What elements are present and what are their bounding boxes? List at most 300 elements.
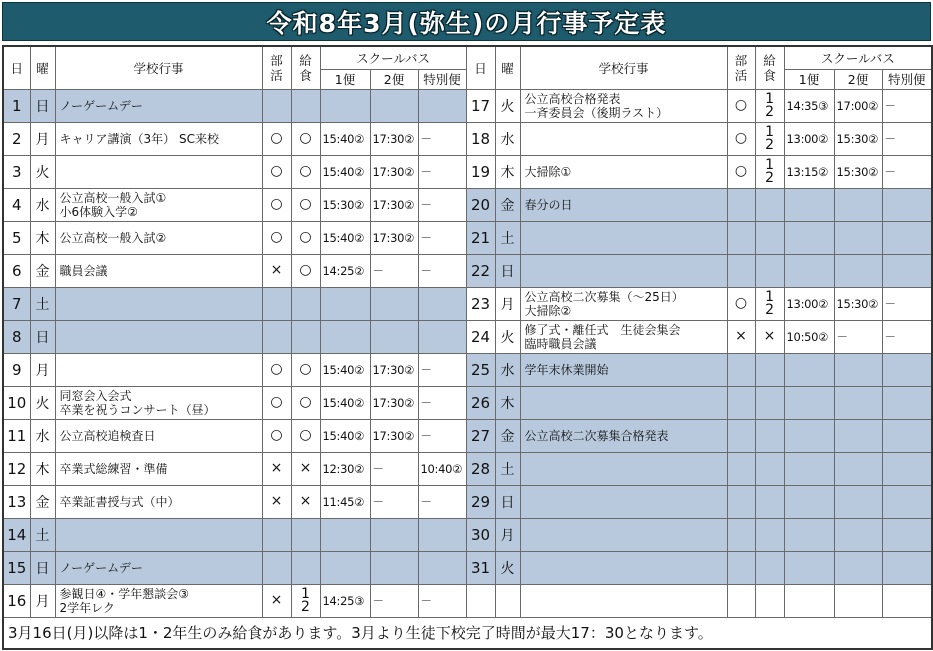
bus-special-cell: 10:40② xyxy=(418,452,466,485)
bus-2-cell: 15:30② xyxy=(834,155,882,188)
lunch-line: ○ xyxy=(299,427,312,443)
club-cell: ○ xyxy=(262,353,291,386)
club-cell xyxy=(727,188,755,221)
date-cell: 17 xyxy=(466,89,495,122)
date-cell: 11 xyxy=(3,419,30,452)
lunch-line: ○ xyxy=(299,262,312,278)
bus-1-cell xyxy=(784,419,834,452)
weekday-cell: 土 xyxy=(495,221,520,254)
lunch-cell xyxy=(755,518,784,551)
bus-1-cell: 11:45② xyxy=(320,485,370,518)
bus-2-cell xyxy=(834,485,882,518)
bus-1-cell xyxy=(784,551,834,584)
schedule-table xyxy=(2,45,933,650)
event-cell xyxy=(520,287,727,320)
club-cell xyxy=(727,584,755,617)
weekday-cell: 火 xyxy=(30,386,55,419)
header-school-bus: スクールバス xyxy=(784,46,932,69)
weekday-cell: 日 xyxy=(495,485,520,518)
bus-2-cell xyxy=(834,551,882,584)
date-cell: 18 xyxy=(466,122,495,155)
event-cell xyxy=(520,419,727,452)
date-cell: 23 xyxy=(466,287,495,320)
club-cell: ○ xyxy=(262,155,291,188)
club-cell xyxy=(727,386,755,419)
lunch-cell xyxy=(291,584,320,617)
lunch-cell xyxy=(291,353,320,386)
bus-1-cell: 14:25③ xyxy=(320,584,370,617)
header-event: 学校行事 xyxy=(520,46,727,89)
bus-special-cell: － xyxy=(882,89,932,122)
club-cell xyxy=(262,518,291,551)
lunch-cell xyxy=(291,551,320,584)
bus-1-cell xyxy=(320,89,370,122)
lunch-line: 2 xyxy=(301,598,310,615)
bus-special-cell: － xyxy=(418,122,466,155)
lunch-cell xyxy=(291,188,320,221)
bus-2-cell: 15:30② xyxy=(834,287,882,320)
header-row xyxy=(3,46,932,69)
bus-special-cell: － xyxy=(882,320,932,353)
event-line: 公立高校追検査日 xyxy=(59,428,156,443)
bus-1-cell: 15:40② xyxy=(320,386,370,419)
bus-special-cell: － xyxy=(418,386,466,419)
lunch-line: 2 xyxy=(765,103,774,120)
lunch-cell xyxy=(755,221,784,254)
schedule-row xyxy=(3,485,932,518)
schedule-row xyxy=(3,89,932,122)
bus-special-cell xyxy=(418,320,466,353)
schedule-row xyxy=(3,584,932,617)
lunch-line: 1 xyxy=(765,156,774,173)
date-cell: 20 xyxy=(466,188,495,221)
event-line: 大掃除② xyxy=(524,303,572,318)
lunch-cell xyxy=(755,122,784,155)
bus-2-cell xyxy=(834,452,882,485)
weekday-cell: 月 xyxy=(30,353,55,386)
lunch-cell xyxy=(755,353,784,386)
lunch-cell xyxy=(755,485,784,518)
event-line: 同窓会入会式 xyxy=(59,388,132,403)
bus-1-cell: 10:50② xyxy=(784,320,834,353)
bus-special-cell xyxy=(882,419,932,452)
schedule-row xyxy=(3,122,932,155)
lunch-cell xyxy=(755,155,784,188)
lunch-cell xyxy=(291,320,320,353)
club-cell: × xyxy=(262,452,291,485)
event-cell xyxy=(520,584,727,617)
bus-1-cell xyxy=(784,485,834,518)
event-line: 臨時職員会議 xyxy=(524,336,597,351)
bus-1-cell: 15:40② xyxy=(320,122,370,155)
schedule-body xyxy=(3,89,932,617)
bus-2-cell: － xyxy=(370,485,418,518)
bus-2-cell: 17:30② xyxy=(370,122,418,155)
weekday-cell: 火 xyxy=(495,551,520,584)
club-cell xyxy=(727,221,755,254)
date-cell: 6 xyxy=(3,254,30,287)
event-cell xyxy=(55,518,262,551)
lunch-line: 1 xyxy=(765,288,774,305)
schedule-row xyxy=(3,518,932,551)
bus-special-cell xyxy=(882,452,932,485)
bus-2-cell xyxy=(370,551,418,584)
header-date: 日 xyxy=(3,46,30,89)
page-title: 令和8年3月(弥生)の月行事予定表 xyxy=(266,8,667,38)
lunch-cell xyxy=(291,254,320,287)
bus-special-cell xyxy=(418,551,466,584)
lunch-cell xyxy=(755,452,784,485)
bus-special-cell xyxy=(882,551,932,584)
weekday-cell: 日 xyxy=(495,254,520,287)
club-cell: × xyxy=(262,254,291,287)
date-cell: 27 xyxy=(466,419,495,452)
schedule-row xyxy=(3,551,932,584)
date-cell: 14 xyxy=(3,518,30,551)
club-cell: × xyxy=(262,584,291,617)
lunch-cell xyxy=(755,419,784,452)
bus-2-cell: 17:00② xyxy=(834,89,882,122)
bus-special-cell xyxy=(882,386,932,419)
bus-special-cell: － xyxy=(882,155,932,188)
event-cell xyxy=(55,122,262,155)
header-bus-1: 1便 xyxy=(320,69,370,89)
bus-special-cell xyxy=(418,287,466,320)
schedule-row xyxy=(3,254,932,287)
header-bus-special: 特別便 xyxy=(882,69,932,89)
header-lunch-label: 給食 xyxy=(763,52,776,83)
header-lunch-label: 給食 xyxy=(299,52,312,83)
lunch-line: ○ xyxy=(299,163,312,179)
bus-special-cell: － xyxy=(418,188,466,221)
club-cell xyxy=(727,419,755,452)
date-cell: 2 xyxy=(3,122,30,155)
bus-special-cell: － xyxy=(882,122,932,155)
date-cell: 3 xyxy=(3,155,30,188)
event-cell xyxy=(55,485,262,518)
event-cell xyxy=(520,320,727,353)
bus-1-cell xyxy=(784,452,834,485)
lunch-line: 2 xyxy=(765,136,774,153)
event-line: 学年末休業開始 xyxy=(524,362,609,377)
bus-2-cell xyxy=(834,188,882,221)
footer-row xyxy=(3,617,932,649)
bus-special-cell xyxy=(418,518,466,551)
bus-1-cell: 13:00② xyxy=(784,122,834,155)
club-cell xyxy=(262,320,291,353)
date-cell xyxy=(466,584,495,617)
weekday-cell: 火 xyxy=(30,155,55,188)
bus-2-cell: 17:30② xyxy=(370,188,418,221)
schedule-row xyxy=(3,287,932,320)
date-cell: 8 xyxy=(3,320,30,353)
event-line: 公立高校合格発表 xyxy=(524,91,621,106)
weekday-cell: 月 xyxy=(30,584,55,617)
event-cell xyxy=(55,320,262,353)
lunch-line: ○ xyxy=(299,130,312,146)
bus-2-cell xyxy=(834,419,882,452)
club-cell: ○ xyxy=(262,419,291,452)
lunch-cell xyxy=(755,320,784,353)
bus-1-cell: 14:35③ xyxy=(784,89,834,122)
weekday-cell: 水 xyxy=(30,188,55,221)
weekday-cell: 日 xyxy=(30,89,55,122)
bus-special-cell xyxy=(882,221,932,254)
lunch-line: 1 xyxy=(765,123,774,140)
bus-2-cell: － xyxy=(370,584,418,617)
lunch-cell xyxy=(755,188,784,221)
header-club xyxy=(727,46,755,89)
bus-special-cell: － xyxy=(418,419,466,452)
header-weekday: 曜 xyxy=(495,46,520,89)
bus-1-cell xyxy=(784,188,834,221)
lunch-cell xyxy=(755,254,784,287)
header-bus-1: 1便 xyxy=(784,69,834,89)
schedule-row xyxy=(3,386,932,419)
bus-1-cell: 15:40② xyxy=(320,419,370,452)
event-cell xyxy=(55,155,262,188)
bus-special-cell xyxy=(882,188,932,221)
weekday-cell: 月 xyxy=(495,518,520,551)
weekday-cell: 金 xyxy=(30,485,55,518)
weekday-cell: 火 xyxy=(495,320,520,353)
bus-2-cell xyxy=(834,584,882,617)
lunch-line: × xyxy=(763,328,776,344)
bus-2-cell: 17:30② xyxy=(370,419,418,452)
event-line: 卒業式総練習・準備 xyxy=(59,461,168,476)
event-cell xyxy=(520,221,727,254)
lunch-cell xyxy=(755,386,784,419)
bus-2-cell xyxy=(370,518,418,551)
weekday-cell: 金 xyxy=(495,188,520,221)
club-cell: ○ xyxy=(262,188,291,221)
header-school-bus: スクールバス xyxy=(320,46,466,69)
schedule-row xyxy=(3,320,932,353)
weekday-cell: 月 xyxy=(30,122,55,155)
event-line: キャリア講演（3年） SC来校 xyxy=(59,131,219,146)
bus-1-cell: 15:30② xyxy=(320,188,370,221)
date-cell: 25 xyxy=(466,353,495,386)
weekday-cell: 金 xyxy=(30,254,55,287)
event-cell xyxy=(55,89,262,122)
bus-2-cell xyxy=(834,386,882,419)
weekday-cell: 木 xyxy=(30,221,55,254)
club-cell xyxy=(727,353,755,386)
event-line: 公立高校一般入試① xyxy=(59,190,167,205)
club-cell xyxy=(262,551,291,584)
event-cell xyxy=(55,353,262,386)
schedule-row xyxy=(3,419,932,452)
header-date: 日 xyxy=(466,46,495,89)
weekday-cell: 火 xyxy=(495,89,520,122)
event-cell xyxy=(520,155,727,188)
weekday-cell: 水 xyxy=(495,353,520,386)
header-lunch xyxy=(755,46,784,89)
lunch-cell xyxy=(755,584,784,617)
lunch-line: × xyxy=(299,460,312,476)
event-line: 公立高校二次募集（～25日） xyxy=(524,289,684,304)
bus-special-cell: － xyxy=(418,221,466,254)
club-cell xyxy=(262,89,291,122)
bus-special-cell: － xyxy=(418,254,466,287)
table-footer xyxy=(3,617,932,649)
bus-special-cell: － xyxy=(882,287,932,320)
header-event: 学校行事 xyxy=(55,46,262,89)
event-cell xyxy=(520,122,727,155)
bus-1-cell: 13:15② xyxy=(784,155,834,188)
event-line: 卒業証書授与式（中） xyxy=(59,494,180,509)
header-club-label: 部活 xyxy=(270,52,283,83)
lunch-line: ○ xyxy=(299,196,312,212)
date-cell: 31 xyxy=(466,551,495,584)
club-cell: ○ xyxy=(262,221,291,254)
event-cell xyxy=(55,254,262,287)
event-line: 小6体験入学② xyxy=(59,204,138,219)
header-bus-2: 2便 xyxy=(370,69,418,89)
event-cell xyxy=(55,221,262,254)
bus-1-cell: 14:25② xyxy=(320,254,370,287)
header-club xyxy=(262,46,291,89)
bus-1-cell xyxy=(784,584,834,617)
bus-1-cell xyxy=(320,518,370,551)
lunch-line: 1 xyxy=(765,90,774,107)
lunch-cell xyxy=(291,89,320,122)
header-weekday: 曜 xyxy=(30,46,55,89)
bus-special-cell xyxy=(882,485,932,518)
event-cell xyxy=(520,89,727,122)
header-club-label: 部活 xyxy=(734,52,748,83)
weekday-cell: 木 xyxy=(30,452,55,485)
club-cell xyxy=(727,254,755,287)
date-cell: 16 xyxy=(3,584,30,617)
event-line: ノーゲームデー xyxy=(59,98,143,113)
club-cell xyxy=(727,485,755,518)
lunch-cell xyxy=(291,155,320,188)
schedule-row xyxy=(3,188,932,221)
table-header xyxy=(3,46,932,89)
bus-2-cell: 17:30② xyxy=(370,221,418,254)
event-cell xyxy=(520,452,727,485)
bus-2-cell: 15:30② xyxy=(834,122,882,155)
lunch-cell xyxy=(291,221,320,254)
lunch-cell xyxy=(291,419,320,452)
lunch-line: ○ xyxy=(299,229,312,245)
lunch-line: × xyxy=(299,493,312,509)
bus-2-cell: － xyxy=(370,254,418,287)
lunch-cell xyxy=(291,518,320,551)
schedule-row xyxy=(3,155,932,188)
date-cell: 13 xyxy=(3,485,30,518)
lunch-cell xyxy=(755,287,784,320)
date-cell: 22 xyxy=(466,254,495,287)
lunch-cell xyxy=(291,122,320,155)
date-cell: 29 xyxy=(466,485,495,518)
weekday-cell: 土 xyxy=(495,452,520,485)
club-cell: × xyxy=(727,320,755,353)
bus-special-cell: － xyxy=(418,584,466,617)
lunch-line: ○ xyxy=(299,394,312,410)
club-cell: ○ xyxy=(262,122,291,155)
event-cell xyxy=(520,551,727,584)
schedule-row xyxy=(3,452,932,485)
date-cell: 1 xyxy=(3,89,30,122)
lunch-line: 2 xyxy=(765,301,774,318)
bus-1-cell xyxy=(320,551,370,584)
date-cell: 9 xyxy=(3,353,30,386)
lunch-cell xyxy=(291,386,320,419)
event-line: 参観日④・学年懇談会③ xyxy=(59,586,190,601)
event-line: ノーゲームデー xyxy=(59,560,143,575)
weekday-cell: 土 xyxy=(30,518,55,551)
bus-2-cell: － xyxy=(370,452,418,485)
bus-1-cell: 15:40② xyxy=(320,155,370,188)
club-cell xyxy=(262,287,291,320)
event-cell xyxy=(520,386,727,419)
event-line: 公立高校二次募集合格発表 xyxy=(524,428,669,443)
event-line: 一斉委員会（後期ラスト） xyxy=(524,105,669,120)
bus-2-cell: 17:30② xyxy=(370,386,418,419)
club-cell: ○ xyxy=(727,287,755,320)
date-cell: 5 xyxy=(3,221,30,254)
lunch-cell xyxy=(755,89,784,122)
bus-special-cell: － xyxy=(418,155,466,188)
lunch-cell xyxy=(291,485,320,518)
event-cell xyxy=(55,584,262,617)
weekday-cell: 木 xyxy=(495,155,520,188)
date-cell: 10 xyxy=(3,386,30,419)
club-cell xyxy=(727,452,755,485)
title-bar xyxy=(2,2,931,41)
date-cell: 24 xyxy=(466,320,495,353)
bus-special-cell xyxy=(882,518,932,551)
weekday-cell: 土 xyxy=(30,287,55,320)
bus-2-cell xyxy=(370,320,418,353)
event-line: 卒業を祝うコンサート（昼） xyxy=(59,402,216,417)
bus-special-cell xyxy=(882,353,932,386)
header-lunch xyxy=(291,46,320,89)
event-line: 職員会議 xyxy=(59,263,108,278)
date-cell: 26 xyxy=(466,386,495,419)
bus-1-cell xyxy=(784,518,834,551)
bus-2-cell xyxy=(834,353,882,386)
bus-1-cell: 12:30② xyxy=(320,452,370,485)
schedule-row xyxy=(3,221,932,254)
bus-2-cell: 17:30② xyxy=(370,155,418,188)
bus-1-cell xyxy=(320,287,370,320)
event-line: 2学年レク xyxy=(59,600,115,615)
event-cell xyxy=(55,419,262,452)
header-bus-2: 2便 xyxy=(834,69,882,89)
weekday-cell: 水 xyxy=(495,122,520,155)
weekday-cell: 日 xyxy=(30,551,55,584)
date-cell: 7 xyxy=(3,287,30,320)
bus-special-cell xyxy=(882,584,932,617)
date-cell: 4 xyxy=(3,188,30,221)
event-cell xyxy=(520,254,727,287)
bus-special-cell xyxy=(882,254,932,287)
club-cell xyxy=(727,518,755,551)
lunch-cell xyxy=(755,551,784,584)
club-cell: ○ xyxy=(727,155,755,188)
bus-1-cell xyxy=(784,353,834,386)
footer-note: 3月16日(月)以降は1・2年生のみ給食があります。3月より生徒下校完了時間が最大17：30となります。 xyxy=(3,617,932,649)
event-cell xyxy=(55,386,262,419)
event-line: 公立高校一般入試② xyxy=(59,230,167,245)
bus-2-cell: 17:30② xyxy=(370,353,418,386)
event-line: 春分の日 xyxy=(524,197,573,212)
club-cell: ○ xyxy=(727,89,755,122)
bus-2-cell xyxy=(370,287,418,320)
